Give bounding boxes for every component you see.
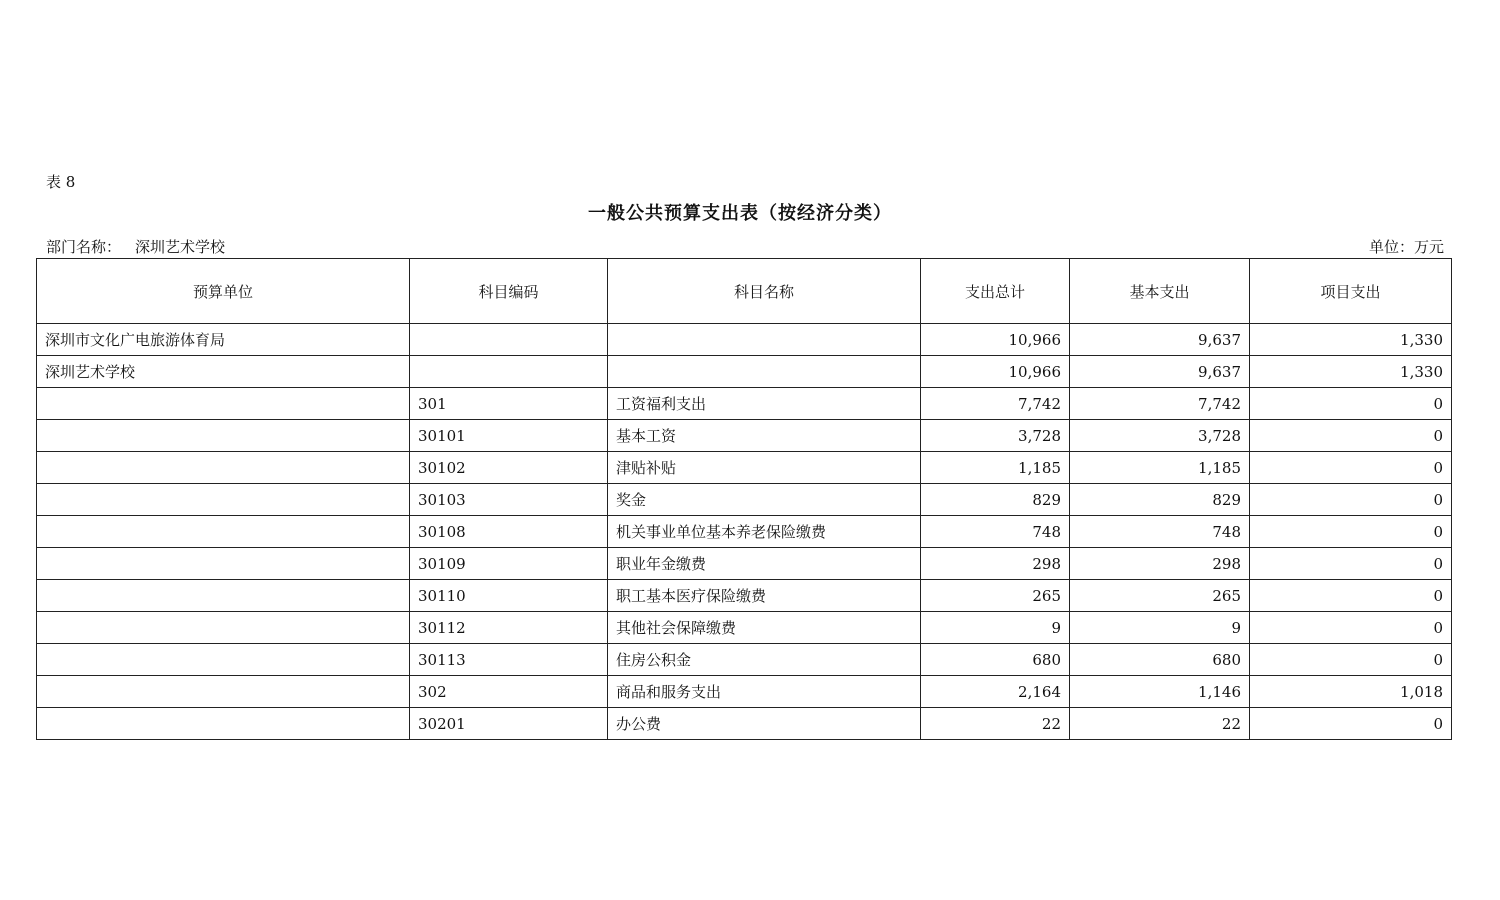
- cell-total: 829: [921, 484, 1070, 516]
- cell-total: 680: [921, 644, 1070, 676]
- cell-basic: 9,637: [1070, 324, 1250, 356]
- cell-name: 其他社会保障缴费: [608, 612, 921, 644]
- column-header-code: 科目编码: [410, 259, 608, 324]
- department-label: 部门名称：: [46, 238, 122, 256]
- cell-unit: [37, 644, 410, 676]
- cell-basic: 1,146: [1070, 676, 1250, 708]
- table-row: [37, 548, 1452, 580]
- cell-code: 30112: [410, 612, 608, 644]
- cell-code: 30101: [410, 420, 608, 452]
- table-row: [37, 356, 1452, 388]
- table-body: [37, 324, 1452, 740]
- cell-total: 22: [921, 708, 1070, 740]
- table-row: [37, 612, 1452, 644]
- column-header-basic: 基本支出: [1070, 259, 1250, 324]
- cell-project: 0: [1250, 708, 1452, 740]
- cell-basic: 829: [1070, 484, 1250, 516]
- cell-code: 30113: [410, 644, 608, 676]
- cell-name: 奖金: [608, 484, 921, 516]
- table-row: [37, 484, 1452, 516]
- cell-project: 0: [1250, 612, 1452, 644]
- cell-name: 工资福利支出: [608, 388, 921, 420]
- cell-name: [608, 356, 921, 388]
- cell-project: 0: [1250, 548, 1452, 580]
- cell-code: 302: [410, 676, 608, 708]
- cell-basic: 9,637: [1070, 356, 1250, 388]
- cell-name: 津贴补贴: [608, 452, 921, 484]
- cell-total: 10,966: [921, 356, 1070, 388]
- cell-name: 基本工资: [608, 420, 921, 452]
- cell-total: 2,164: [921, 676, 1070, 708]
- cell-total: 3,728: [921, 420, 1070, 452]
- cell-unit: [37, 452, 410, 484]
- cell-unit: [37, 516, 410, 548]
- cell-name: [608, 324, 921, 356]
- cell-unit: 深圳市文化广电旅游体育局: [37, 324, 410, 356]
- cell-project: 0: [1250, 516, 1452, 548]
- cell-basic: 9: [1070, 612, 1250, 644]
- table-row: [37, 644, 1452, 676]
- cell-project: 1,018: [1250, 676, 1452, 708]
- page-title: 一般公共预算支出表（按经济分类）: [588, 203, 892, 224]
- table-row: [37, 452, 1452, 484]
- cell-basic: 7,742: [1070, 388, 1250, 420]
- table-row: [37, 580, 1452, 612]
- column-header-name: 科目名称: [608, 259, 921, 324]
- cell-project: 0: [1250, 420, 1452, 452]
- table-label: 表 8: [46, 173, 76, 191]
- cell-unit: [37, 580, 410, 612]
- cell-unit: 深圳艺术学校: [37, 356, 410, 388]
- cell-code: 30108: [410, 516, 608, 548]
- table-row: [37, 708, 1452, 740]
- table-row: [37, 420, 1452, 452]
- cell-code: 30110: [410, 580, 608, 612]
- table-header-row: [37, 259, 1452, 324]
- cell-code: 30109: [410, 548, 608, 580]
- cell-total: 10,966: [921, 324, 1070, 356]
- cell-basic: 680: [1070, 644, 1250, 676]
- cell-total: 7,742: [921, 388, 1070, 420]
- cell-name: 机关事业单位基本养老保险缴费: [608, 516, 921, 548]
- cell-total: 748: [921, 516, 1070, 548]
- cell-unit: [37, 708, 410, 740]
- cell-code: 30103: [410, 484, 608, 516]
- cell-code: 30201: [410, 708, 608, 740]
- cell-code: [410, 356, 608, 388]
- cell-total: 9: [921, 612, 1070, 644]
- cell-project: 1,330: [1250, 356, 1452, 388]
- unit-label: 单位：万元: [1368, 238, 1444, 256]
- cell-project: 0: [1250, 580, 1452, 612]
- cell-basic: 748: [1070, 516, 1250, 548]
- cell-project: 1,330: [1250, 324, 1452, 356]
- cell-name: 办公费: [608, 708, 921, 740]
- cell-code: 30102: [410, 452, 608, 484]
- cell-code: 301: [410, 388, 608, 420]
- cell-basic: 265: [1070, 580, 1250, 612]
- column-header-unit: 预算单位: [37, 259, 410, 324]
- column-header-total: 支出总计: [921, 259, 1070, 324]
- cell-code: [410, 324, 608, 356]
- table-row: [37, 324, 1452, 356]
- table-row: [37, 516, 1452, 548]
- department-line: [46, 236, 225, 257]
- cell-total: 1,185: [921, 452, 1070, 484]
- cell-basic: 22: [1070, 708, 1250, 740]
- cell-name: 职工基本医疗保险缴费: [608, 580, 921, 612]
- cell-project: 0: [1250, 388, 1452, 420]
- cell-basic: 3,728: [1070, 420, 1250, 452]
- budget-table: [36, 258, 1452, 740]
- cell-unit: [37, 676, 410, 708]
- cell-unit: [37, 484, 410, 516]
- cell-name: 住房公积金: [608, 644, 921, 676]
- table-row: [37, 388, 1452, 420]
- cell-unit: [37, 388, 410, 420]
- table-row: [37, 676, 1452, 708]
- cell-project: 0: [1250, 644, 1452, 676]
- cell-unit: [37, 420, 410, 452]
- cell-project: 0: [1250, 484, 1452, 516]
- department-value: 深圳艺术学校: [135, 238, 226, 256]
- cell-name: 职业年金缴费: [608, 548, 921, 580]
- cell-project: 0: [1250, 452, 1452, 484]
- cell-basic: 1,185: [1070, 452, 1250, 484]
- cell-unit: [37, 612, 410, 644]
- cell-basic: 298: [1070, 548, 1250, 580]
- column-header-project: 项目支出: [1250, 259, 1452, 324]
- cell-name: 商品和服务支出: [608, 676, 921, 708]
- cell-total: 298: [921, 548, 1070, 580]
- cell-unit: [37, 548, 410, 580]
- cell-total: 265: [921, 580, 1070, 612]
